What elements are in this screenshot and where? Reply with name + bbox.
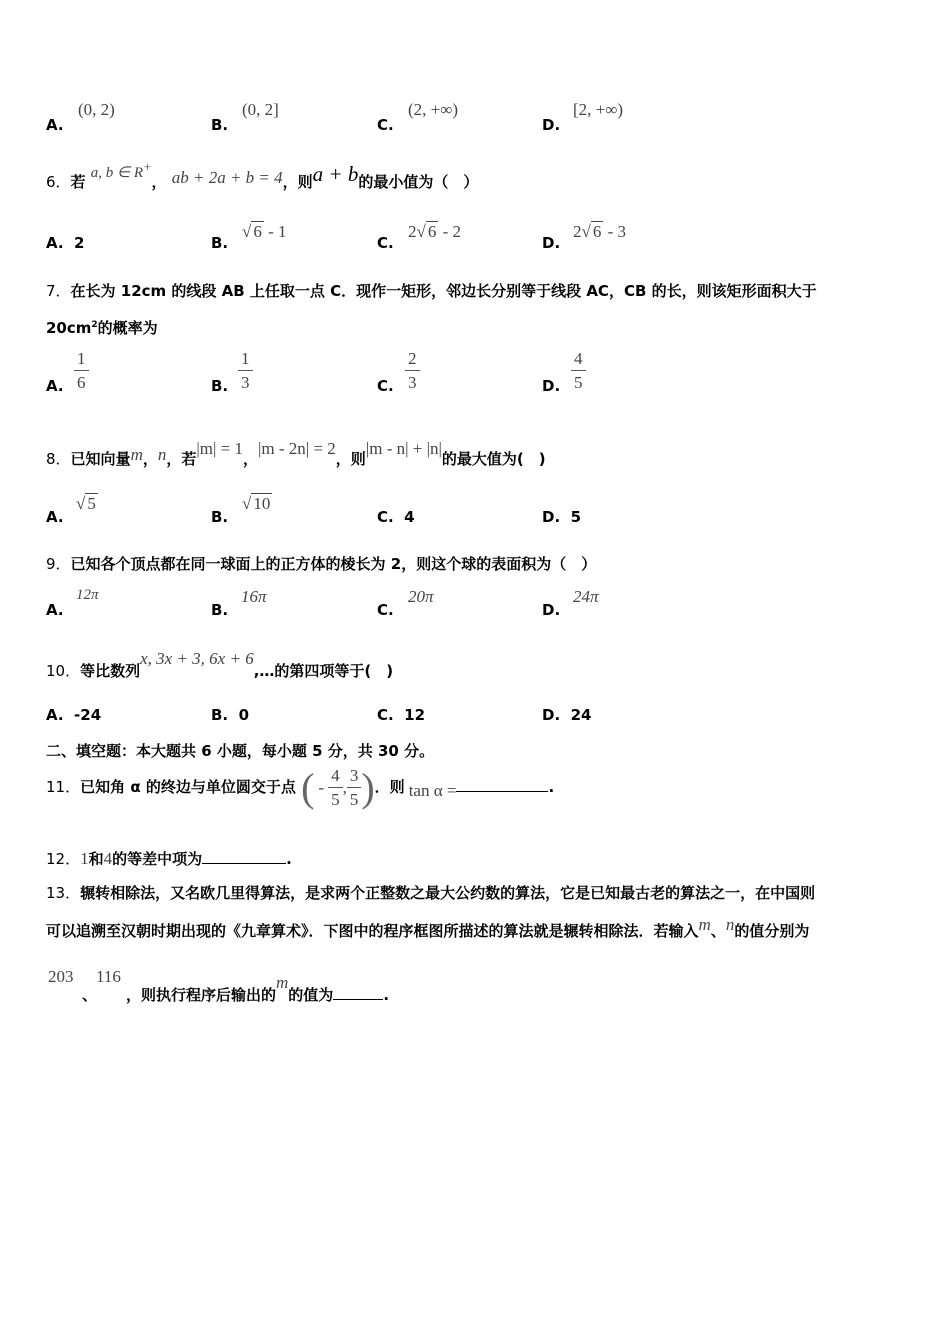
q5-option-b-value: (0, 2]: [242, 100, 279, 119]
question-7-line-2: $20cm^2$的概率为: [46, 319, 158, 337]
q10-option-a: A. -24: [46, 706, 102, 724]
q7-option-a: A.: [46, 377, 64, 395]
q10-option-c: C. 12: [377, 706, 426, 724]
question-number: 8．: [46, 450, 71, 468]
q5-option-c: C.: [377, 116, 394, 134]
q6-option-d-value: 2√ 6 - 3: [573, 222, 627, 241]
q9-option-b-value: 16π: [241, 587, 267, 606]
q5-option-a: A.: [46, 116, 64, 134]
q6-option-b: B.: [211, 234, 229, 252]
q9-option-b: B.: [211, 601, 229, 619]
question-number: 12．: [46, 850, 81, 868]
section-title: 二、填空题：本大题共 6 小题，每小题 5 分，共 30 分。: [46, 742, 435, 760]
q7-option-b: B.: [211, 377, 229, 395]
q8-option-b-value: √ 10: [242, 494, 271, 513]
q8-option-d: D. 5: [542, 508, 582, 526]
q5-option-b: B.: [211, 116, 229, 134]
q9-option-d-value: 24π: [573, 587, 599, 606]
q13-value-203: 203: [48, 967, 74, 986]
question-11: 11．已知角 α 的终边与单位圆交于点 ( - $\frac{4}{5}$ , $\frac{3}{5}$ ) ．则 tan α = .: [46, 764, 555, 810]
q9-option-d: D.: [542, 601, 561, 619]
q6-option-c-value: 2√ 6 - 2: [408, 222, 462, 241]
q6-option-d: D.: [542, 234, 561, 252]
q5-option-d: D.: [542, 116, 561, 134]
q13-separator: 、: [82, 986, 98, 1004]
question-9: 9．已知各个顶点都在同一球面上的正方体的棱长为 2，则这个球的表面积为（ ）: [46, 555, 597, 573]
question-8: 8．已知向量m，n，若|m| = 1，|m - 2n| = 2，则|m - n| + |n|的最大值为( ): [46, 439, 546, 468]
answer-blank[interactable]: [456, 791, 548, 792]
question-number: 6．: [46, 173, 71, 191]
question-12: 12．1和4的等差中项为 .: [46, 849, 292, 868]
q7-option-d: D.: [542, 377, 561, 395]
q5-option-d-value: [2, +∞): [573, 100, 624, 119]
answer-blank[interactable]: [202, 863, 286, 864]
q6-option-a: A. 2: [46, 234, 85, 252]
q5-option-c-value: (2, +∞): [408, 100, 459, 119]
q7-option-c: C.: [377, 377, 394, 395]
q13-value-116: 116: [96, 967, 121, 986]
q6-option-b-value: √ 6 - 1: [242, 222, 287, 241]
q8-option-c: C. 4: [377, 508, 415, 526]
q7-option-a-value: $\frac{1}{6}$: [74, 350, 89, 391]
q10-option-b: B. 0: [211, 706, 250, 724]
q7-option-d-value: $\frac{4}{5}$: [571, 350, 586, 391]
question-13: 13．辗转相除法，又名欧几里得算法，是求两个正整数之最大公约数的算法，它是已知最古老的算法之一，在中国则: [46, 884, 816, 902]
q6-option-c: C.: [377, 234, 394, 252]
q9-option-c-value: 20π: [408, 587, 434, 606]
question-number: 11．: [46, 778, 81, 796]
question-13-line-2: 可以追溯至汉朝时期出现的《九章算术》．下图中的程序框图所描述的算法就是辗转相除法．若输入m、n的值分别为: [46, 915, 810, 940]
question-10: 10．等比数列x, 3x + 3, 6x + 6,…的第四项等于( ): [46, 649, 394, 680]
q8-option-a: A.: [46, 508, 64, 526]
q9-option-c: C.: [377, 601, 394, 619]
q8-option-b: B.: [211, 508, 229, 526]
question-number: 7．: [46, 282, 71, 300]
question-6: 6．若 a, b ∈ R+， ab + 2a + b = 4，则a + b的最小值为（ ）: [46, 160, 479, 191]
question-13-line-3: ，则执行程序后输出的m的值为 .: [126, 973, 390, 1004]
q7-option-b-value: $\frac{1}{3}$: [238, 350, 253, 391]
q7-option-c-value: $\frac{2}{3}$: [405, 350, 420, 391]
q9-option-a: A.: [46, 601, 64, 619]
q8-option-a-value: √ 5: [76, 494, 96, 513]
question-number: 13．: [46, 884, 81, 902]
q5-option-a-value: (0, 2): [78, 100, 115, 119]
q9-option-a-value: 12π: [76, 587, 99, 603]
question-number: 10．: [46, 662, 81, 680]
question-7: 7．在长为 12cm 的线段 AB 上任取一点 C．现作一矩形，邻边长分别等于线段 AC，CB 的长，则该矩形面积大于: [46, 282, 817, 300]
answer-blank[interactable]: [333, 999, 383, 1000]
q10-option-d: D. 24: [542, 706, 592, 724]
question-number: 9．: [46, 555, 71, 573]
